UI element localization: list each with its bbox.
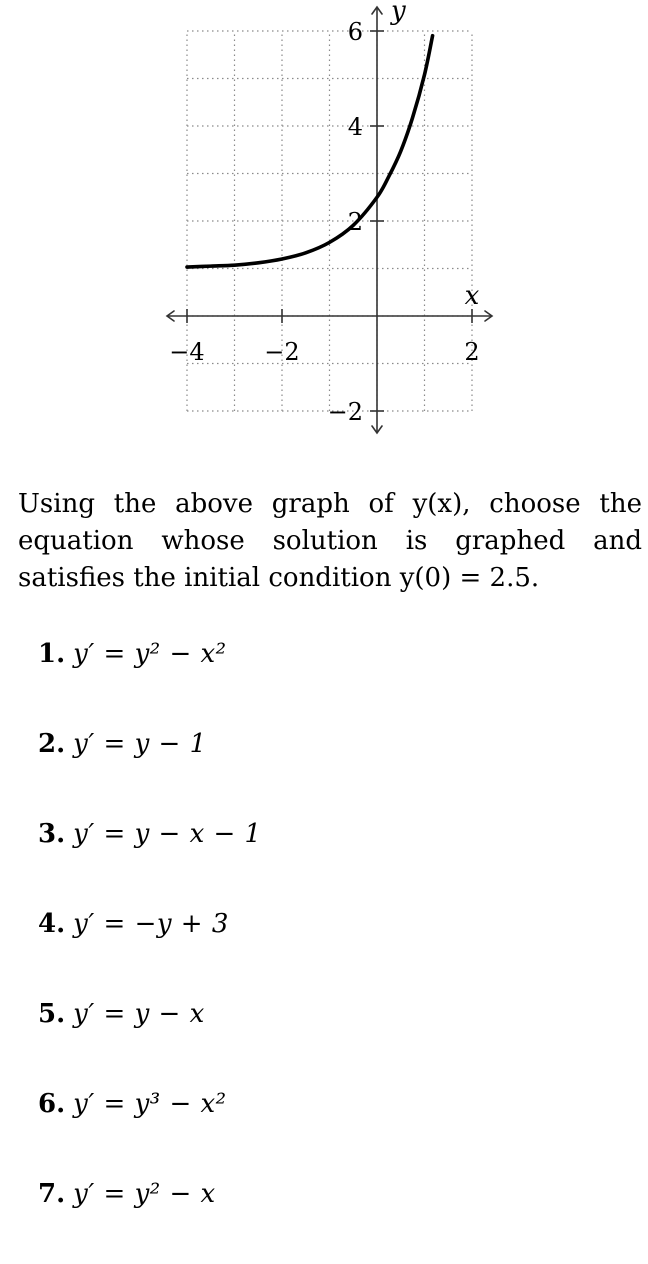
choice-3[interactable] [38,814,262,904]
choice-equation: y′ = y − x − 1 [73,819,262,849]
choice-number: 3. [38,819,66,849]
choice-number: 4. [38,909,66,939]
x-tick-label: −2 [264,338,300,366]
x-axis-label: x [464,281,480,311]
x-tick-label: −4 [169,338,205,366]
choice-equation: y′ = y − 1 [73,729,207,759]
choice-2[interactable] [38,724,262,814]
choice-6[interactable] [38,1084,262,1174]
choice-5[interactable] [38,994,262,1084]
y-axis-label: y [391,0,406,26]
ticks [169,18,479,426]
choice-7[interactable] [38,1174,262,1264]
choice-4[interactable] [38,904,262,994]
choice-1[interactable] [38,634,262,724]
choice-equation: y′ = y² − x² [73,639,227,669]
y-tick-label: 2 [347,208,363,236]
solution-graph [0,0,648,450]
choice-number: 5. [38,999,66,1029]
choice-equation: y′ = −y + 3 [73,909,229,939]
choice-equation: y′ = y² − x [73,1179,216,1209]
grid [187,31,472,411]
choice-number: 2. [38,729,66,759]
y-tick-label: 6 [347,18,363,46]
choice-number: 1. [38,639,66,669]
series-group [187,36,433,267]
y-tick-label: 4 [347,113,363,141]
solution-curve [187,36,433,267]
question-text: Using the above graph of y(x), choose the equation whose solution is graphed and satisfies the initial condition y(0) = 2.5. [18,489,642,593]
y-tick-label: −2 [327,398,363,426]
choice-equation: y′ = y³ − x² [73,1089,227,1119]
choice-equation: y′ = y − x [73,999,205,1029]
choice-number: 6. [38,1089,66,1119]
answer-choices [38,634,262,1264]
choice-number: 7. [38,1179,66,1209]
x-tick-label: 2 [464,338,480,366]
